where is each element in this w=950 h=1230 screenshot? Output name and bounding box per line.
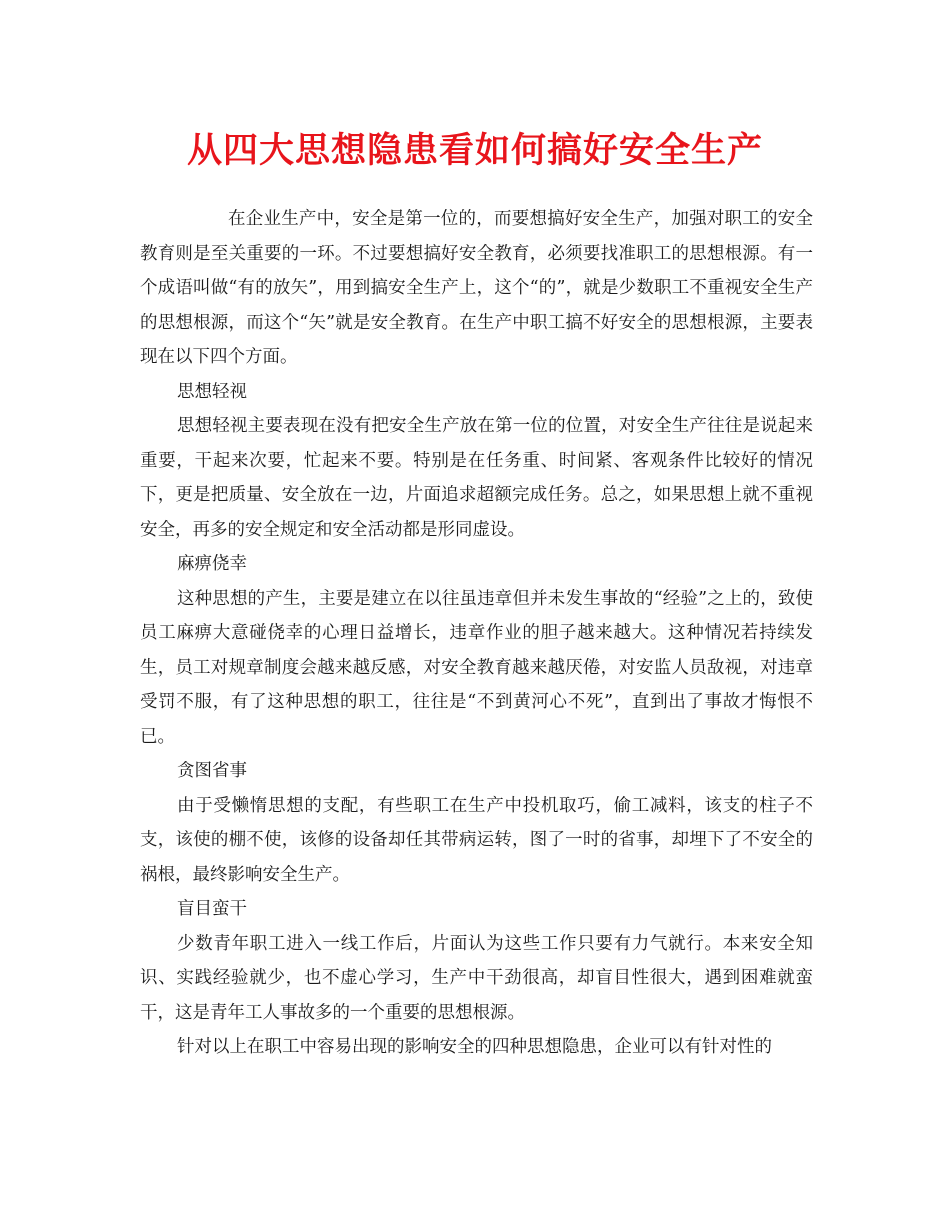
section-paragraph-1: 思想轻视主要表现在没有把安全生产放在第一位的位置，对安全生产往往是说起来重要，干起来次要，忙起来不要。特别是在任务重、时间紧、客观条件比较好的情况下，更是把质量、安全放在一边，片面追求超额完成任务。总之，如果思想上就不重视安全，再多的安全规定和安全活动都是形同虚设。 — [140, 416, 813, 540]
section-heading-4: 盲目蛮干 — [177, 899, 247, 919]
document-title: 从四大思想隐患看如何搞好安全生产 — [186, 130, 763, 171]
section-heading-1: 思想轻视 — [177, 381, 247, 402]
closing-paragraph: 针对以上在职工中容易出现的影响安全的四种思想隐患，企业可以有针对性的 — [177, 1037, 772, 1057]
section-heading-3: 贪图省事 — [177, 761, 247, 781]
section-paragraph-3: 由于受懒惰思想的支配，有些职工在生产中投机取巧，偷工减料，该支的柱子不支，该使的棚不使，该修的设备却任其带病运转，图了一时的省事，却埋下了不安全的祸根，最终影响安全生产。 — [140, 795, 813, 885]
intro-paragraph: 在企业生产中，安全是第一位的，而要想搞好安全生产，加强对职工的安全教育则是至关重要的一环。不过要想搞好安全教育，必须要找准职工的思想根源。有一个成语叫做“有的放矢”，用到搞安全生产上，这个“的”，就是少数职工不重视安全生产的思想根源，而这个“矢”就是安全教育。在生产中职工搞不好安全的思想根源，主要表现在以下四个方面。 — [140, 209, 813, 367]
document-body — [140, 202, 813, 1065]
section-paragraph-4: 少数青年职工进入一线工作后，片面认为这些工作只要有力气就行。本来安全知识、实践经验就少，也不虚心学习，生产中干劲很高，却盲目性很大，遇到困难就蛮干，这是青年工人事故多的一个重要的思想根源。 — [140, 933, 813, 1023]
section-paragraph-2: 这种思想的产生，主要是建立在以往虽违章但并未发生事故的“经验”之上的，致使员工麻痹大意碰侥幸的心理日益增长，违章作业的胆子越来越大。这种情况若持续发生，员工对规章制度会越来越反感，对安全教育越来越厌倦，对安监人员敌视，对违章受罚不服，有了这种思想的职工，往往是“不到黄河心不死”，直到出了事故才悔恨不已。 — [140, 588, 813, 747]
section-heading-2: 麻痹侥幸 — [177, 554, 247, 574]
